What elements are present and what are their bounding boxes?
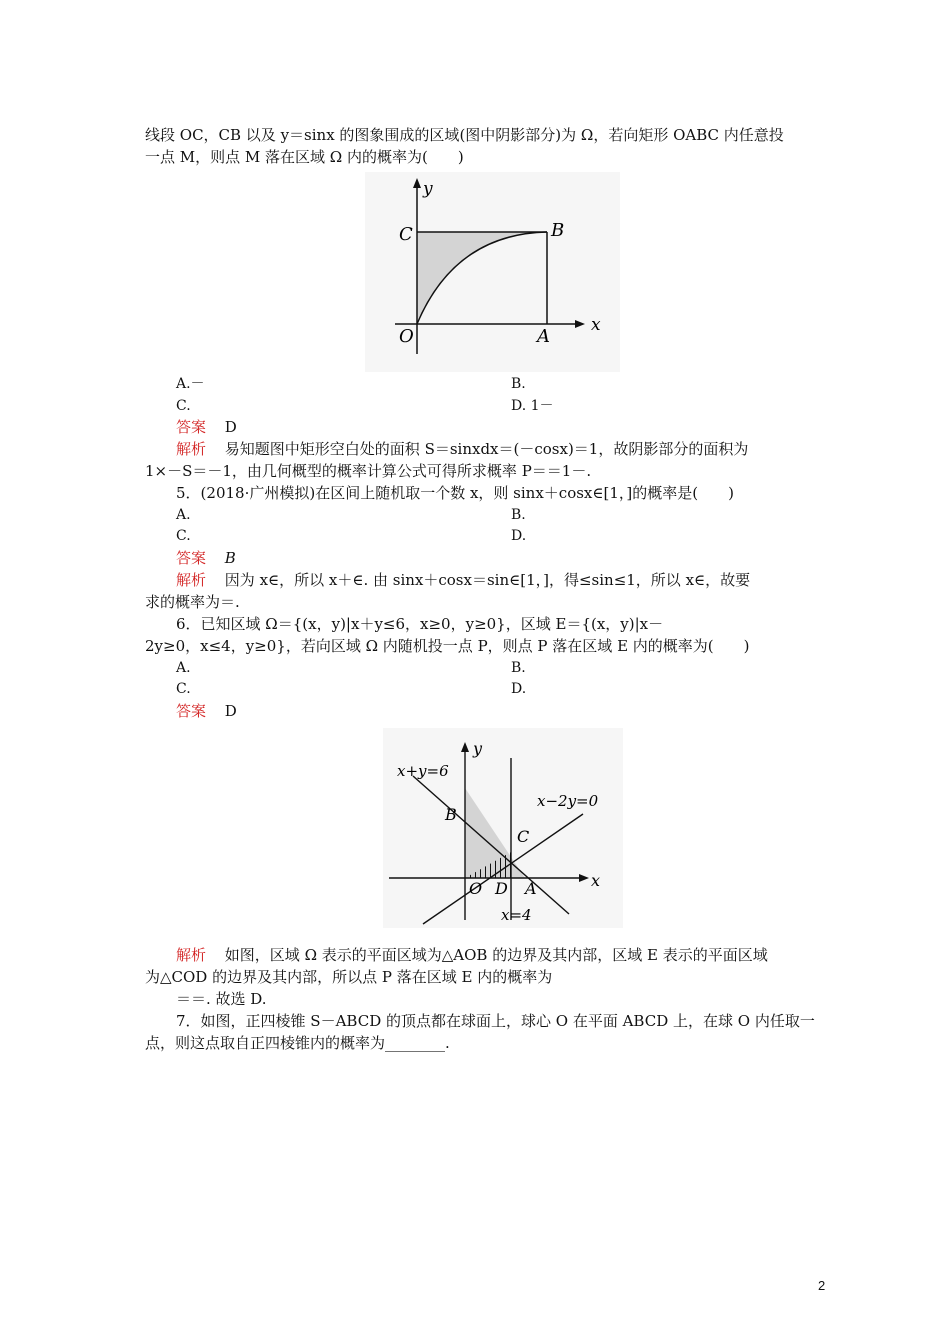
q5-option-b: B. xyxy=(511,507,526,523)
label-y: y xyxy=(423,179,433,199)
q4-text-line1: 线段 OC，CB 以及 y＝sinx 的图象围成的区域(图中阴影部分)为 Ω，若向矩形 OABC 内任意投 xyxy=(145,126,784,144)
q5-analysis-label: 解析 xyxy=(176,571,207,589)
label-b: B xyxy=(551,220,565,241)
q5-option-a: A. xyxy=(176,507,191,523)
q6-answer-row xyxy=(176,700,237,722)
q4-answer-value: D xyxy=(224,418,237,436)
label-d: D xyxy=(495,879,508,898)
label-b: B xyxy=(445,805,457,824)
label-x: x xyxy=(591,315,601,335)
figure-sin-region xyxy=(365,172,620,372)
q5-option-c: C. xyxy=(176,528,191,544)
q6-answer-label: 答案 xyxy=(176,702,207,720)
q6-option-b: B. xyxy=(511,660,526,676)
q6-analysis-text2: 为△COD 的边界及其内部，所以点 P 落在区域 E 内的概率为 xyxy=(145,968,553,986)
q5-analysis-text1: 因为 x∈，所以 x＋∈. 由 sinx＋cosx＝sin∈[1，]，得≤sin≤1，所以 x∈，故要 xyxy=(224,571,751,589)
q7-text-line2: 点，则这点取自正四棱锥内的概率为________. xyxy=(145,1034,450,1052)
label-x: x xyxy=(591,871,601,890)
q5-analysis-text2: 求的概率为＝. xyxy=(145,593,240,611)
label-c: C xyxy=(517,827,530,846)
q4-option-d: D. 1－ xyxy=(511,398,554,414)
label-y: y xyxy=(473,739,483,758)
label-c: C xyxy=(399,224,413,245)
q4-option-a: A.－ xyxy=(176,376,205,392)
page-number: 2 xyxy=(818,1278,826,1293)
label-line-x-plus-y: x+y=6 xyxy=(397,762,449,780)
q6-analysis-label: 解析 xyxy=(176,946,207,964)
q5-option-d: D. xyxy=(511,528,527,544)
q6-option-c: C. xyxy=(176,681,191,697)
q4-option-c: C. xyxy=(176,398,191,414)
q4-answer-label: 答案 xyxy=(176,418,207,436)
q6-analysis-row xyxy=(176,944,768,966)
label-line-x-minus-2y: x−2y=0 xyxy=(537,792,599,810)
q6-option-a: A. xyxy=(176,660,191,676)
q6-analysis-text1: 如图，区域 Ω 表示的平面区域为△AOB 的边界及其内部，区域 E 表示的平面区域 xyxy=(224,946,768,964)
q5-answer-value: B xyxy=(224,549,236,567)
q4-option-b: B. xyxy=(511,376,526,392)
q6-option-d: D. xyxy=(511,681,527,697)
label-a: A xyxy=(525,879,537,898)
q6-text-line1: 6．已知区域 Ω＝{(x，y)|x＋y≤6，x≥0，y≥0}，区域 E＝{(x，y)|x－ xyxy=(176,615,664,633)
q5-text-line1: 5．(2018·广州模拟)在区间上随机取一个数 x，则 sinx＋cosx∈[1，]的概率是( ) xyxy=(176,484,734,502)
q5-analysis-row xyxy=(176,569,750,591)
q5-answer-label: 答案 xyxy=(176,549,207,567)
q6-answer-value: D xyxy=(224,702,237,720)
figure-linear-regions xyxy=(383,728,623,928)
q4-answer-row xyxy=(176,416,237,438)
q4-analysis-row xyxy=(176,438,748,460)
label-line-x-4: x=4 xyxy=(501,906,532,924)
q4-analysis-text2: 1×－S＝－1，由几何概型的概率计算公式可得所求概率 P＝＝1－. xyxy=(145,462,592,480)
q5-answer-row xyxy=(176,547,236,569)
q4-analysis-label: 解析 xyxy=(176,440,207,458)
q6-analysis-text3: ＝＝. 故选 D. xyxy=(176,990,267,1008)
q6-text-line2: 2y≥0，x≤4，y≥0}，若向区域 Ω 内随机投一点 P，则点 P 落在区域 E 内的概率为( ) xyxy=(145,637,750,655)
label-a: A xyxy=(537,326,550,347)
label-o: O xyxy=(469,879,483,898)
q4-analysis-text1: 易知题图中矩形空白处的面积 S＝sinxdx＝(－cosx)＝1，故阴影部分的面积为 xyxy=(224,440,749,458)
label-o: O xyxy=(399,326,414,347)
q7-text-line1: 7．如图，正四棱锥 S－ABCD 的顶点都在球面上，球心 O 在平面 ABCD 上，在球 O 内任取一 xyxy=(176,1012,815,1030)
q4-text-line2: 一点 M，则点 M 落在区域 Ω 内的概率为( ) xyxy=(145,148,464,166)
